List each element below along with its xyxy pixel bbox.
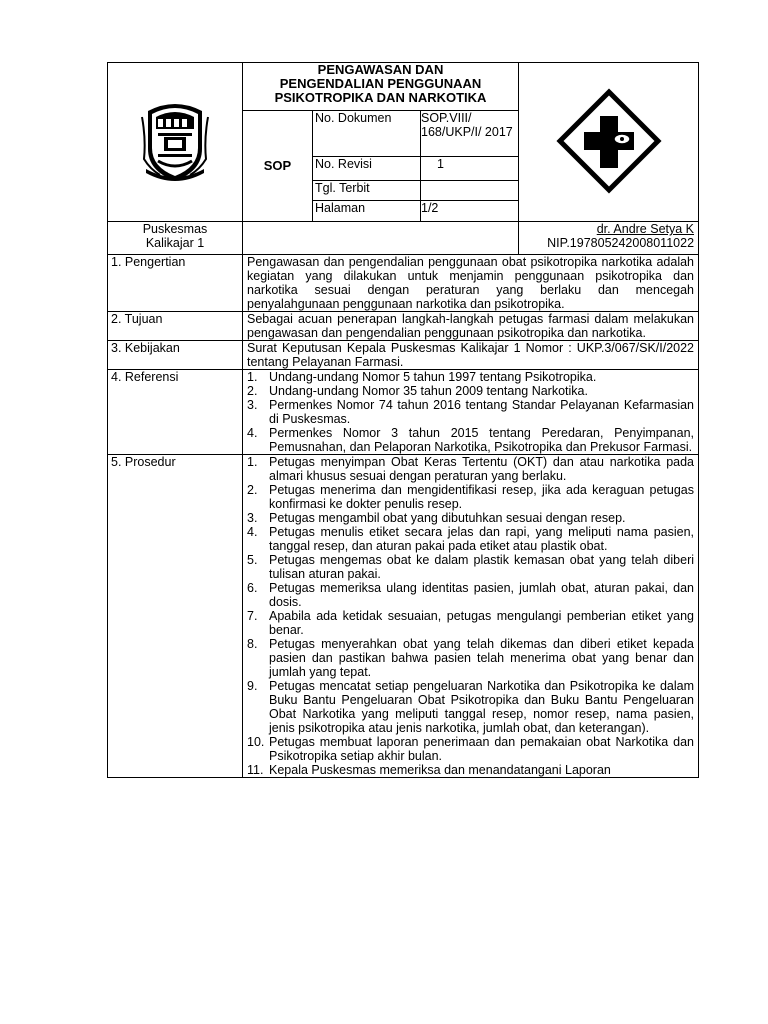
section-text-tujuan: Sebagai acuan penerapan langkah-langkah petugas farmasi dalam melakukan pengawasan dan pengendalian penggunaan psikotropika dan narkotika. xyxy=(243,312,699,341)
meta-value-revisi: 1 xyxy=(421,157,519,181)
list-item: 10. Petugas membuat laporan penerimaan dan pemakaian obat Narkotika dan Psikotropika setiap akhir bulan. xyxy=(247,735,695,763)
puskesmas-logo-cell xyxy=(519,63,699,222)
section-body-referensi xyxy=(243,370,699,455)
referensi-list xyxy=(247,370,694,454)
signer-nip: NIP.197805242008011022 xyxy=(547,236,695,250)
meta-label-dokumen: No. Dokumen xyxy=(313,111,421,157)
title-line-3: PSIKOTROPIKA DAN NARKOTIKA xyxy=(274,90,487,105)
list-item: 3. Petugas mengambil obat yang dibutuhkan sesuai dengan resep. xyxy=(247,511,626,525)
meta-label-halaman: Halaman xyxy=(313,201,421,222)
meta-label-terbit: Tgl. Terbit xyxy=(313,181,421,201)
title-line-1: PENGAWASAN DAN xyxy=(317,62,444,77)
section-label-tujuan: 2. Tujuan xyxy=(108,312,243,341)
meta-value-halaman: 1/2 xyxy=(421,201,519,222)
list-item: 8. Petugas menyerahkan obat yang telah dikemas dan diberi etiket kepada pasien dan pastikan bahwa pasien telah menerima obat yang benar dan jumlah yang tepat. xyxy=(247,637,695,679)
org-unit: Kalikajar 1 xyxy=(145,236,205,250)
meta-value-terbit xyxy=(421,181,519,201)
org-name: Puskesmas xyxy=(142,222,208,236)
section-text-pengertian: Pengawasan dan pengendalian penggunaan obat psikotropika narkotika adalah kegiatan yang dilakukan untuk menjamin penggunaan psikotropika dan narkotika sesuai dengan peraturan yang berlaku dan mencegah penyalahgunaan penggunaan narkotika dan psikotropika. xyxy=(243,255,699,312)
list-item: 6. Petugas memeriksa ulang identitas pasien, jumlah obat, aturan pakai, dan dosis. xyxy=(247,581,695,609)
list-item: 3. Permenkes Nomor 74 tahun 2016 tentang Standar Pelayanan Kefarmasian di Puskesmas. xyxy=(247,398,695,426)
title-line-2: PENGENDALIAN PENGGUNAAN xyxy=(279,76,482,91)
meta-label-revisi: No. Revisi xyxy=(313,157,421,181)
list-item: 4. Petugas menulis etiket secara jelas dan rapi, yang meliputi nama pasien, tanggal resep, dan aturan pakai pada etiket atau plastik obat. xyxy=(247,525,695,553)
list-item: 1. Petugas menyimpan Obat Keras Tertentu (OKT) dan atau narkotika pada almari khusus sesuai dengan peraturan yang berlaku. xyxy=(247,455,695,483)
section-label-referensi: 4. Referensi xyxy=(108,370,243,455)
document-title xyxy=(243,63,519,111)
list-item: 1. Undang-undang Nomor 5 tahun 1997 tentang Psikotropika. xyxy=(247,370,597,384)
section-text-kebijakan: Surat Keputusan Kepala Puskesmas Kalikajar 1 Nomor : UKP.3/067/SK/I/2022 tentang Pelayanan Farmasi. xyxy=(243,341,699,370)
regency-emblem-icon xyxy=(140,99,210,183)
organization-cell xyxy=(108,222,243,255)
list-item: 5. Petugas mengemas obat ke dalam plastik kemasan obat yang telah diberi tulisan aturan pakai. xyxy=(247,553,695,581)
section-label-pengertian: 1. Pengertian xyxy=(108,255,243,312)
list-item: 2. Petugas menerima dan mengidentifikasi resep, jika ada keraguan petugas konfirmasi ke dokter penulis resep. xyxy=(247,483,695,511)
signature-cell xyxy=(519,222,699,255)
section-label-kebijakan: 3. Kebijakan xyxy=(108,341,243,370)
blank-cell xyxy=(243,222,519,255)
list-item: 9. Petugas mencatat setiap pengeluaran Narkotika dan Psikotropika ke dalam Buku Bantu Pengeluaran Obat Psikotropika dan Buku Bantu Pengeluaran Obat Narkotika yang meliputi tanggal resep, nomor resep, nama pasien, jenis psikotropika atau jenis narkotika, jumlah obat, dan keterangan). xyxy=(247,679,695,735)
sop-label: SOP xyxy=(243,111,313,222)
puskesmas-emblem-icon xyxy=(554,86,664,196)
section-label-prosedur: 5. Prosedur xyxy=(108,455,243,778)
list-item: 2. Undang-undang Nomor 35 tahun 2009 tentang Narkotika. xyxy=(247,384,588,398)
section-body-prosedur xyxy=(243,455,699,778)
list-item: 11. Kepala Puskesmas memeriksa dan menandatangani Laporan xyxy=(247,763,611,777)
meta-value-dokumen: SOP.VIII/ 168/UKP/I/ 2017 xyxy=(421,111,519,157)
regency-logo-cell xyxy=(108,63,243,222)
list-item: 4. Permenkes Nomor 3 tahun 2015 tentang Peredaran, Penyimpanan, Pemusnahan, dan Pelaporan Narkotika, Psikotropika dan Prekusor Farmasi. xyxy=(247,426,695,454)
prosedur-list xyxy=(247,455,694,777)
list-item: 7. Apabila ada ketidak sesuaian, petugas mengulangi pemberian etiket yang benar. xyxy=(247,609,695,637)
sop-table xyxy=(107,62,699,778)
signer-name: dr. Andre Setya K xyxy=(596,222,695,236)
